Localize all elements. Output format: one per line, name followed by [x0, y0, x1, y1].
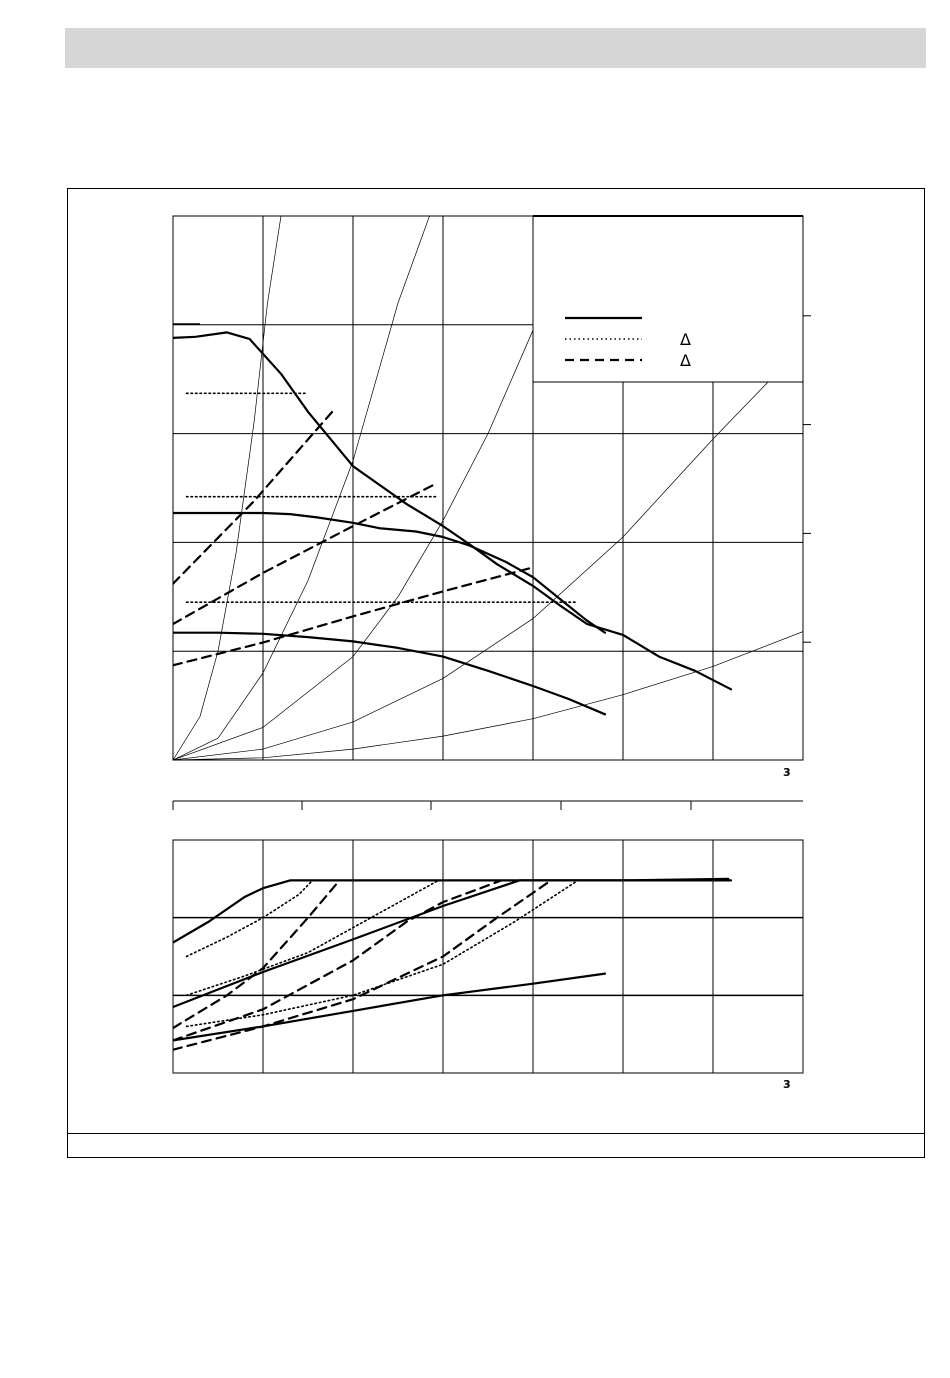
legend-label-dotted: Δ [680, 330, 691, 349]
chart-0-series-9-thin-line [173, 216, 281, 760]
chart-1-series-7-dashed-line [173, 880, 502, 1040]
chart-0-series-2-solid-line [173, 633, 605, 715]
chart-1-series-3-dotted-line [187, 880, 313, 956]
bottom-chart-x-unit: 3 [783, 1078, 791, 1091]
chart-0-series-1-solid-line [173, 513, 605, 633]
chart-0-series-7-dashed-line [173, 485, 434, 624]
chart-1-series-8-dashed-line [173, 880, 551, 1049]
top-chart-x-unit: 3 [783, 766, 791, 779]
chart-0-series-10-thin-line [173, 216, 430, 760]
chart-1-series-0-solid-line [173, 879, 728, 943]
legend-box [533, 216, 803, 382]
legend-label-dashed: Δ [680, 351, 691, 370]
chart-1-frame [173, 840, 803, 1073]
